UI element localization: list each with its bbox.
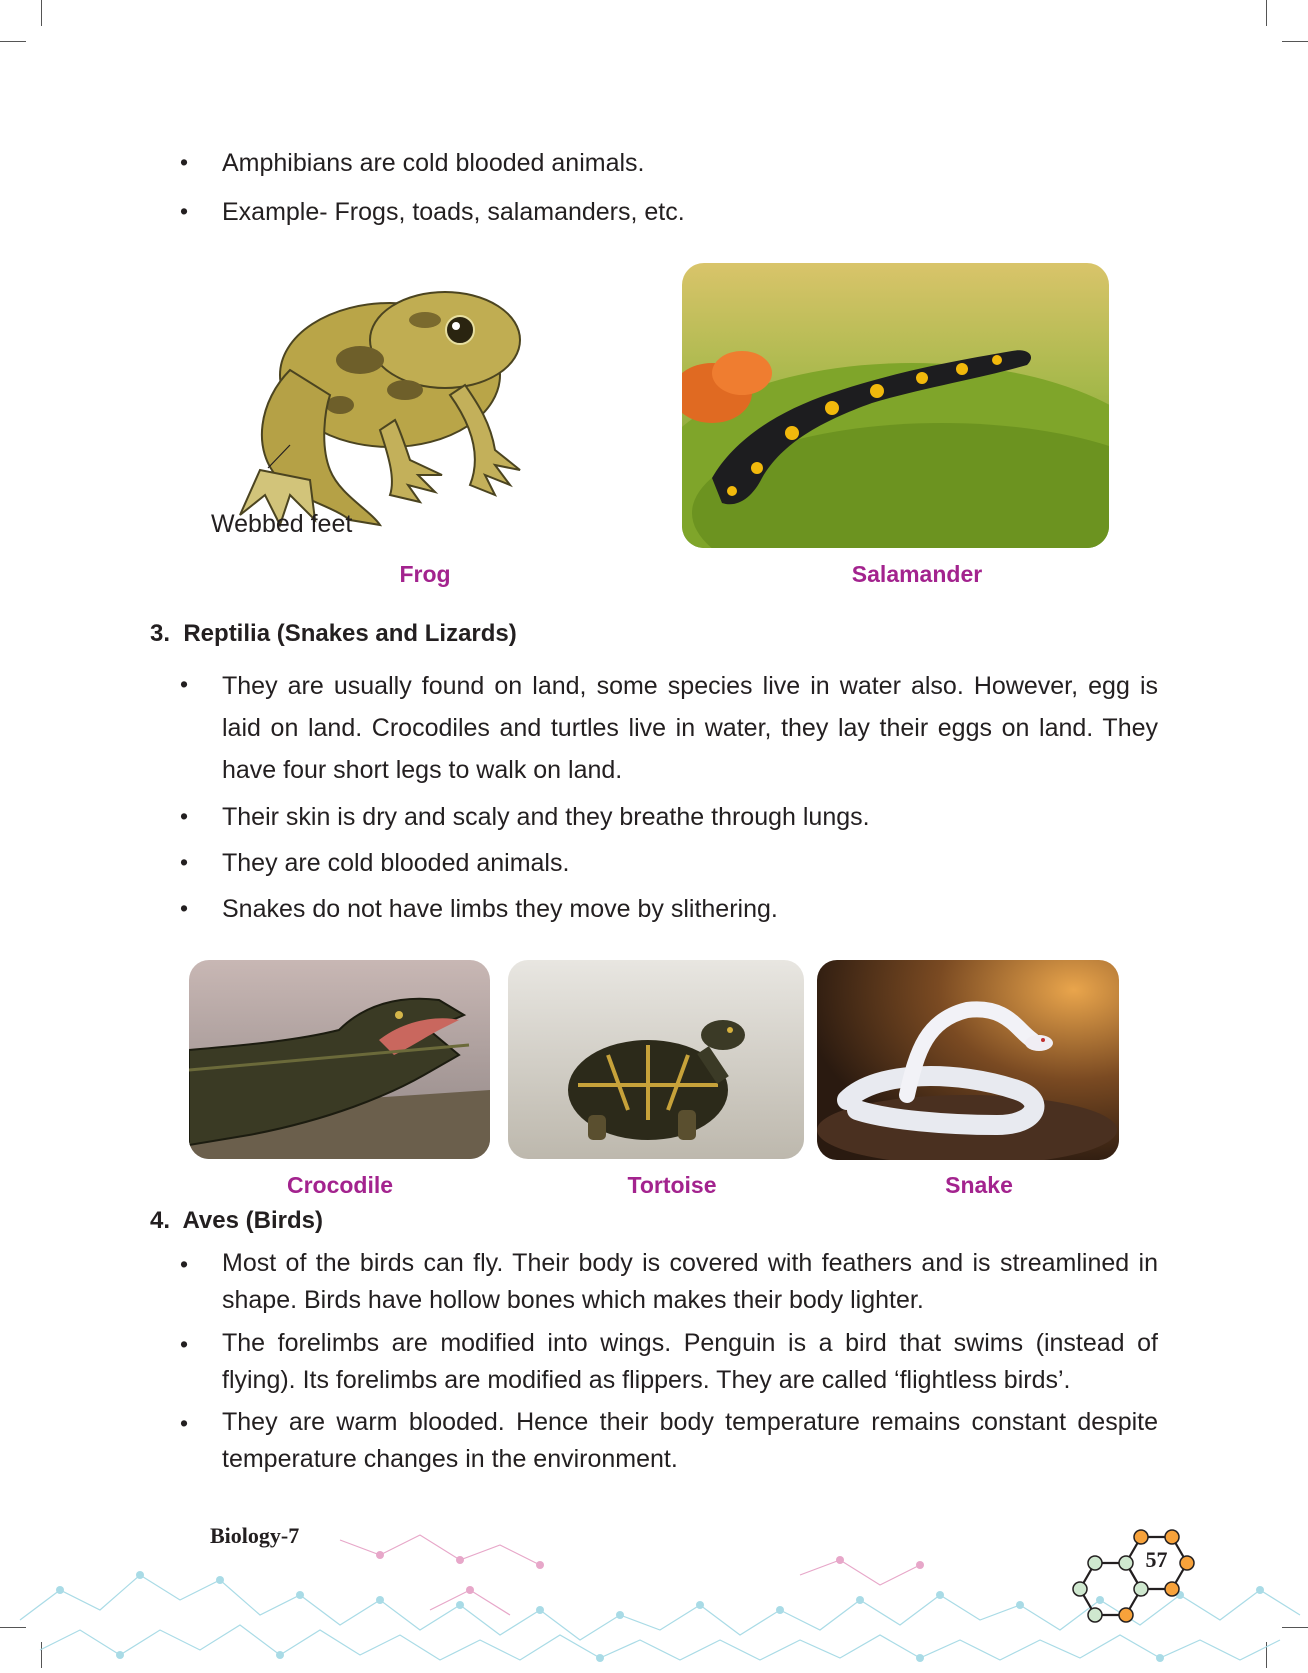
bullet-text: Amphibians are cold blooded animals. bbox=[222, 149, 645, 177]
bullet-text: Their skin is dry and scaly and they breathe through lungs. bbox=[222, 803, 870, 831]
bullet-icon: • bbox=[180, 1251, 189, 1277]
bullet-icon: • bbox=[180, 1410, 189, 1436]
webbed-feet-label: Webbed feet bbox=[211, 510, 353, 538]
list-item bbox=[180, 665, 1158, 789]
list-item bbox=[180, 1245, 1158, 1321]
bullet-text: Most of the birds can fly. Their body is covered with feathers and is streamlined in shape. Birds have hollow bones which makes their body lighter. bbox=[222, 1249, 1158, 1314]
crocodile-photo bbox=[189, 960, 490, 1159]
bullet-icon: • bbox=[180, 803, 189, 829]
crop-mark bbox=[1266, 0, 1267, 26]
list-item bbox=[180, 889, 1158, 929]
list-item bbox=[180, 843, 1158, 883]
frog-illustration bbox=[220, 280, 600, 540]
caption-tortoise: Tortoise bbox=[627, 1172, 717, 1198]
caption-crocodile: Crocodile bbox=[286, 1172, 394, 1198]
bullet-icon: • bbox=[180, 849, 189, 875]
list-item bbox=[180, 1404, 1158, 1480]
bullet-text: They are warm blooded. Hence their body temperature remains constant despite temperature changes in the environment. bbox=[222, 1408, 1158, 1473]
section-heading-aves: 4. Aves (Birds) bbox=[150, 1207, 323, 1234]
caption-snake: Snake bbox=[945, 1172, 1013, 1198]
salamander-photo bbox=[682, 263, 1109, 548]
list-item bbox=[180, 192, 1158, 232]
caption-salamander: Salamander bbox=[851, 561, 983, 587]
caption-frog: Frog bbox=[399, 561, 451, 587]
bullet-text: Snakes do not have limbs they move by slithering. bbox=[222, 895, 778, 923]
bullet-text: Example- Frogs, toads, salamanders, etc. bbox=[222, 198, 685, 226]
list-item bbox=[180, 797, 1158, 837]
bullet-text: The forelimbs are modified into wings. Penguin is a bird that swims (instead of flying). Its forelimbs are modified as flippers. They are called ‘flightless birds’. bbox=[222, 1329, 1158, 1394]
bullet-icon: • bbox=[180, 671, 189, 697]
book-title: Biology-7 bbox=[210, 1523, 300, 1548]
bullet-icon: • bbox=[180, 149, 189, 175]
bullet-icon: • bbox=[180, 1331, 189, 1357]
snake-photo bbox=[817, 960, 1119, 1160]
list-item bbox=[180, 143, 1158, 183]
bullet-icon: • bbox=[180, 895, 189, 921]
crop-mark bbox=[41, 0, 42, 26]
crop-mark bbox=[0, 41, 26, 42]
section-heading-reptilia: 3. Reptilia (Snakes and Lizards) bbox=[150, 620, 517, 647]
crop-mark bbox=[1282, 41, 1308, 42]
list-item bbox=[180, 1325, 1158, 1401]
bullet-text: They are usually found on land, some species live in water also. However, egg is laid on land. Crocodiles and turtles live in water, they lay their eggs on land. They have four short legs to walk on land. bbox=[222, 672, 1158, 784]
bullet-icon: • bbox=[180, 198, 189, 224]
tortoise-photo bbox=[508, 960, 804, 1159]
bullet-text: They are cold blooded animals. bbox=[222, 849, 570, 877]
page-number: 57 bbox=[1145, 1547, 1168, 1572]
page-number-badge bbox=[1055, 1505, 1205, 1640]
